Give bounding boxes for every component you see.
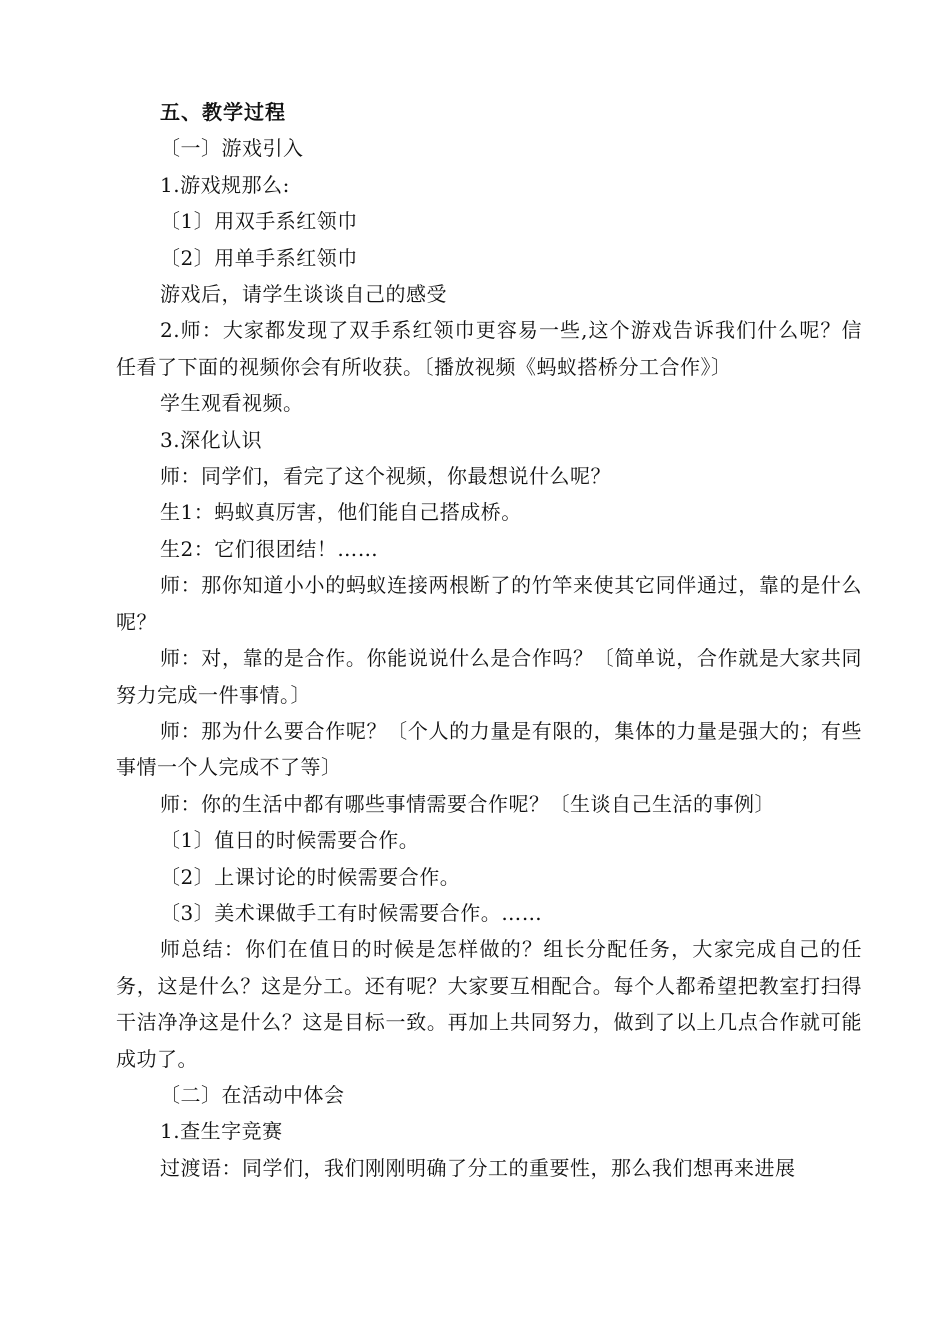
paragraph: 师总结：你们在值日的时候是怎样做的？组长分配任务，大家完成自己的任务，这是什么？这是分工。还有呢？大家要互相配合。每个人都希望把教室打扫得干洁净净这是什么？这是目标一致。再加上共同努力，做到了以上几点合作就可能成功了。 xyxy=(116,937,862,1071)
paragraph: 3.深化认识 xyxy=(160,427,263,452)
paragraph: 过渡语：同学们，我们刚刚明确了分工的重要性，那么我们想再来进展 xyxy=(160,1155,796,1180)
list-item: 〔2〕用单手系红领巾 xyxy=(160,245,358,270)
paragraph: 师：那你知道小小的蚂蚁连接两根断了的竹竿来使其它同伴通过，靠的是什么呢？ xyxy=(116,573,862,634)
paragraph: 师：对，靠的是合作。你能说说什么是合作吗？〔简单说，合作就是大家共同努力完成一件事情。〕 xyxy=(116,646,862,707)
paragraph: 2.师：大家都发现了双手系红领巾更容易一些,这个游戏告诉我们什么呢？信任看了下面的视频你会有所收获。〔播放视频《蚂蚁搭桥分工合作》〕 xyxy=(116,318,862,379)
list-item: 〔2〕上课讨论的时候需要合作。 xyxy=(160,864,461,889)
paragraph: 1.查生字竞赛 xyxy=(160,1119,283,1144)
section-title: 五、教学过程 xyxy=(160,100,286,124)
paragraph: 学生观看视频。 xyxy=(160,391,304,416)
subsection-heading-game-intro: 〔一〕游戏引入 xyxy=(160,136,304,161)
paragraph: 生1：蚂蚁真厉害，他们能自己搭成桥。 xyxy=(160,500,522,525)
paragraph: 游戏后，请学生谈谈自己的感受 xyxy=(160,282,447,307)
paragraph: 师：那为什么要合作呢？〔个人的力量是有限的，集体的力量是强大的；有些事情一个人完成不了等〕 xyxy=(116,718,862,780)
document-page xyxy=(116,94,862,1186)
paragraph: 1.游戏规那么: xyxy=(160,172,290,197)
list-item: 〔3〕美术课做手工有时候需要合作。…… xyxy=(160,900,543,925)
subsection-heading-activity: 〔二〕在活动中体会 xyxy=(160,1082,345,1107)
paragraph: 生2：它们很团结！…… xyxy=(160,536,379,561)
paragraph: 师：你的生活中都有哪些事情需要合作呢？〔生谈自己生活的事例〕 xyxy=(160,791,775,816)
paragraph: 师：同学们，看完了这个视频，你最想说什么呢？ xyxy=(160,464,611,489)
list-item: 〔1〕值日的时候需要合作。 xyxy=(160,828,420,853)
list-item: 〔1〕用双手系红领巾 xyxy=(160,209,358,234)
